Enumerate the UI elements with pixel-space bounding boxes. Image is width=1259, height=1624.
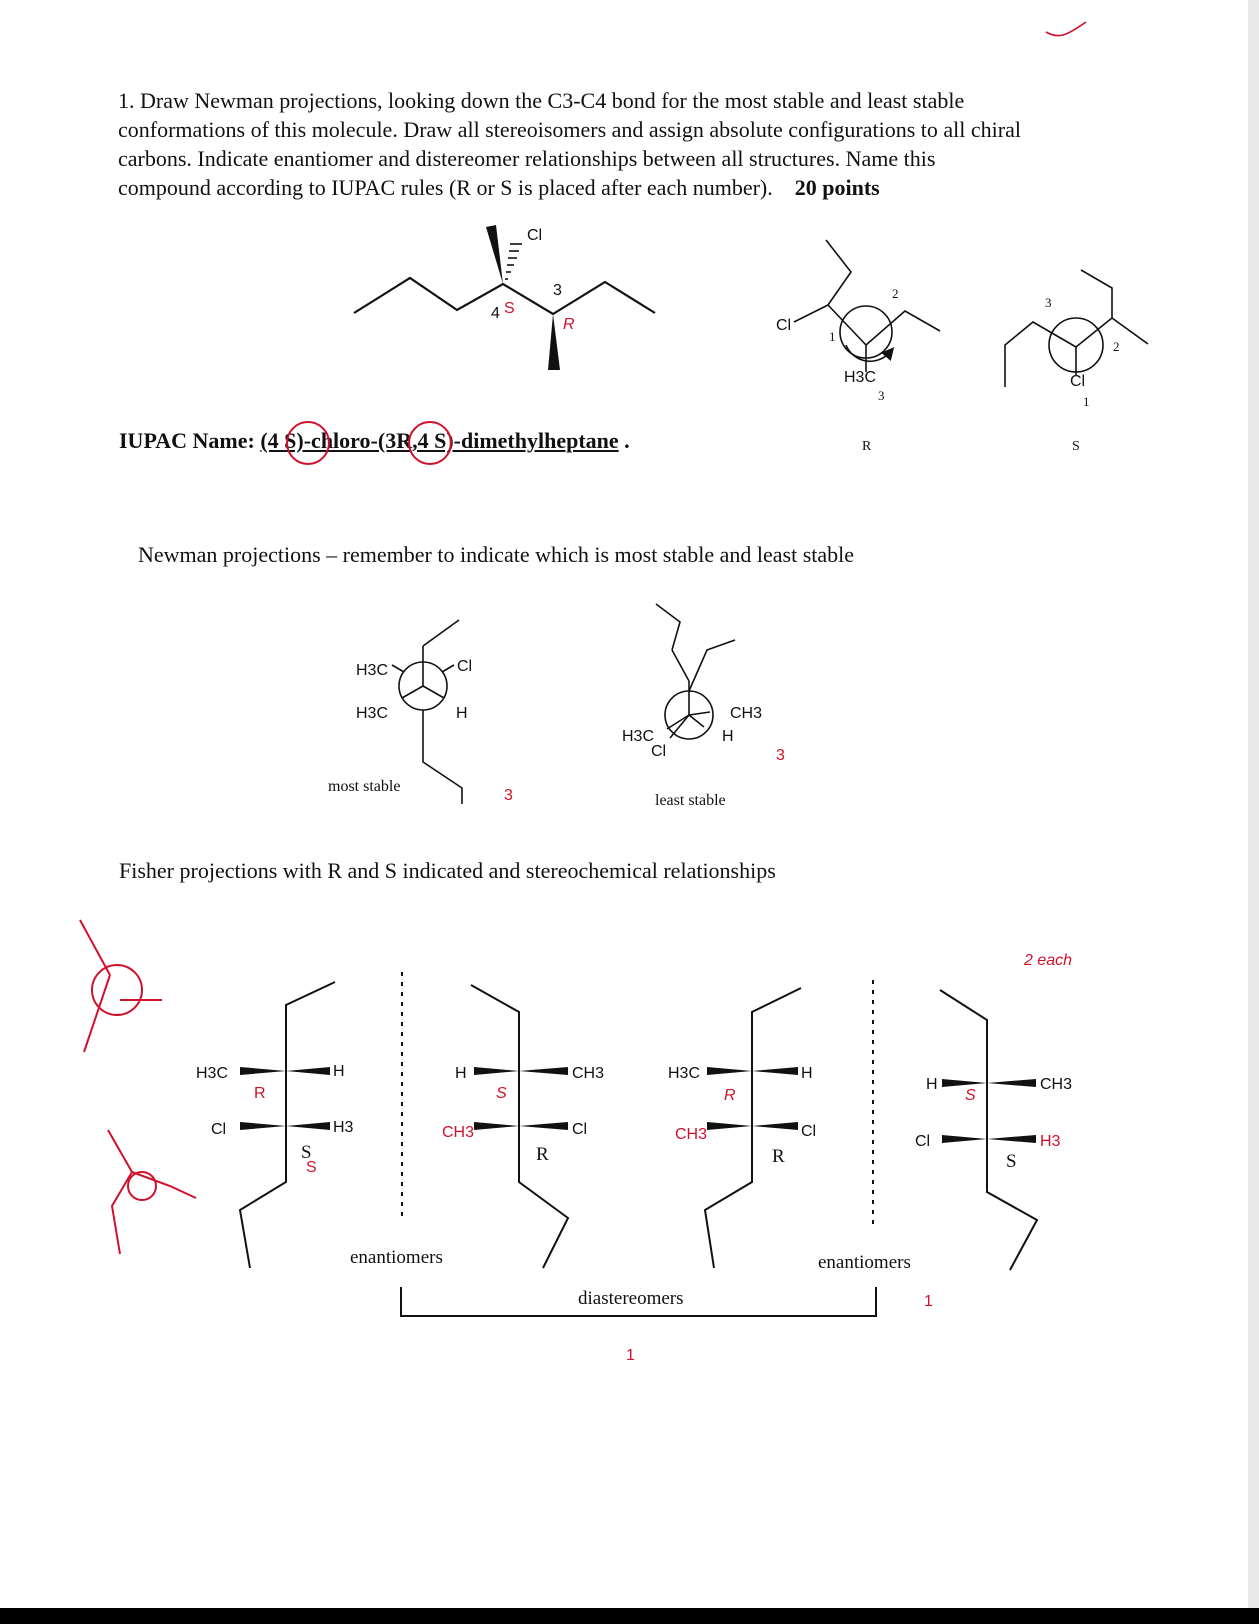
- fischer-heading: Fisher projections with R and S indicated and stereochemical relationships: [119, 858, 776, 883]
- helper-left-n3: 3: [878, 388, 885, 403]
- f2-bottom-left: CH3: [442, 1124, 475, 1141]
- ls-ch3: CH3: [730, 705, 763, 722]
- ms-h: H: [456, 705, 468, 722]
- ms-cl: Cl: [457, 658, 473, 675]
- ms-h3c-top: H3C: [356, 662, 389, 679]
- main-num-3: 3: [553, 282, 562, 299]
- helper-right-cl: Cl: [1070, 373, 1086, 390]
- newman-most-stable: [392, 620, 462, 804]
- helper-left-n2: 2: [892, 286, 899, 301]
- enantiomers-left-label: enantiomers: [350, 1247, 443, 1268]
- iupac-answer: (4 S)-chloro-(3R,4 S)-dimethylheptane: [260, 428, 619, 453]
- enantiomers-right-label: enantiomers: [818, 1252, 911, 1273]
- check-mark-icon: [1046, 22, 1086, 36]
- iupac-label: IUPAC Name:: [119, 428, 261, 453]
- f3-bottom-left: CH3: [675, 1126, 708, 1143]
- helper-left-n1: 1: [829, 329, 836, 344]
- fischer-2-bonds: [474, 1067, 568, 1130]
- helper-left-config: R: [862, 439, 872, 454]
- helper-left-h3c: H3C: [844, 369, 877, 386]
- hand-r-c3: R: [563, 316, 575, 333]
- question-line-3: carbons. Indicate enantiomer and distereomer relationships between all structures. Name this: [118, 146, 936, 171]
- hand-s-c4: S: [504, 300, 515, 317]
- f1-hand-top: R: [254, 1085, 266, 1102]
- fischer-4-bonds: [942, 1079, 1036, 1143]
- enantiomers-mark: 1: [924, 1293, 933, 1310]
- helper-left: [794, 240, 940, 372]
- helper-left-cl: Cl: [776, 317, 792, 334]
- main-cl-label: Cl: [527, 227, 543, 244]
- question-line-4: compound according to IUPAC rules (R or S is placed after each number).: [118, 175, 773, 200]
- helper-right-n3: 3: [1045, 295, 1052, 310]
- diastereomers-mark: 1: [626, 1347, 635, 1364]
- iupac-red-circles: [287, 422, 451, 464]
- f1-top-left: H3C: [196, 1065, 229, 1082]
- diastereomers-bracket: [401, 1287, 876, 1316]
- f2-hand-top: S: [496, 1085, 507, 1102]
- main-wedges: [486, 225, 560, 370]
- f2-bottom-right: Cl: [572, 1121, 588, 1138]
- ms-score: 3: [504, 787, 513, 804]
- f3-top-left: H3C: [668, 1065, 701, 1082]
- f1-hand-bottom: S: [306, 1159, 317, 1176]
- fischer-structure-4: [940, 990, 1037, 1270]
- f3-hand-top: R: [724, 1087, 736, 1104]
- f4-bottom-left: Cl: [915, 1133, 931, 1150]
- newman-least-stable: [656, 604, 735, 739]
- helper-right: [1005, 270, 1148, 387]
- helper-right-config: S: [1072, 439, 1080, 454]
- ls-h: H: [722, 728, 734, 745]
- ls-cl: Cl: [651, 743, 667, 760]
- f4-hand-top: S: [965, 1087, 976, 1104]
- diastereomers-label: diastereomers: [578, 1288, 684, 1309]
- scan-bottom-edge: [0, 1608, 1259, 1624]
- f3-bottom-right: Cl: [801, 1123, 817, 1140]
- helper-right-n2: 2: [1113, 339, 1120, 354]
- ms-h3c-bottom: H3C: [356, 705, 389, 722]
- f1-config: S: [301, 1142, 312, 1163]
- points-label: 20 points: [794, 175, 880, 200]
- ls-score: 3: [776, 747, 785, 764]
- f3-top-right: H: [801, 1065, 813, 1082]
- helper-right-n1: 1: [1083, 394, 1090, 409]
- f4-top-left: H: [926, 1076, 938, 1093]
- f4-bottom-right: H3: [1040, 1133, 1061, 1150]
- f1-bottom-left: Cl: [211, 1121, 227, 1138]
- question-line-1: 1. Draw Newman projections, looking down the C3-C4 bond for the most stable and least stable: [118, 88, 965, 113]
- score-each-note: 2 each: [1024, 952, 1073, 969]
- scan-edge: [1248, 0, 1259, 1608]
- main-num-4: 4: [491, 305, 500, 322]
- least-stable-label: least stable: [655, 792, 726, 809]
- newman-heading: Newman projections – remember to indicate which is most stable and least stable: [138, 542, 855, 567]
- question-line-2: conformations of this molecule. Draw all stereoisomers and assign absolute configurations to all chiral: [118, 117, 1021, 142]
- f4-config: S: [1006, 1151, 1017, 1172]
- f1-bottom-right: H3: [333, 1119, 354, 1136]
- iupac-trail: .: [618, 428, 630, 453]
- ls-h3c: H3C: [622, 728, 655, 745]
- most-stable-label: most stable: [328, 778, 401, 795]
- f2-top-right: CH3: [572, 1065, 605, 1082]
- f2-config: R: [536, 1144, 549, 1165]
- f3-config: R: [772, 1146, 785, 1167]
- f2-top-left: H: [455, 1065, 467, 1082]
- f4-top-right: CH3: [1040, 1076, 1073, 1093]
- f1-top-right: H: [333, 1063, 345, 1080]
- margin-sketch-icon: [80, 920, 196, 1254]
